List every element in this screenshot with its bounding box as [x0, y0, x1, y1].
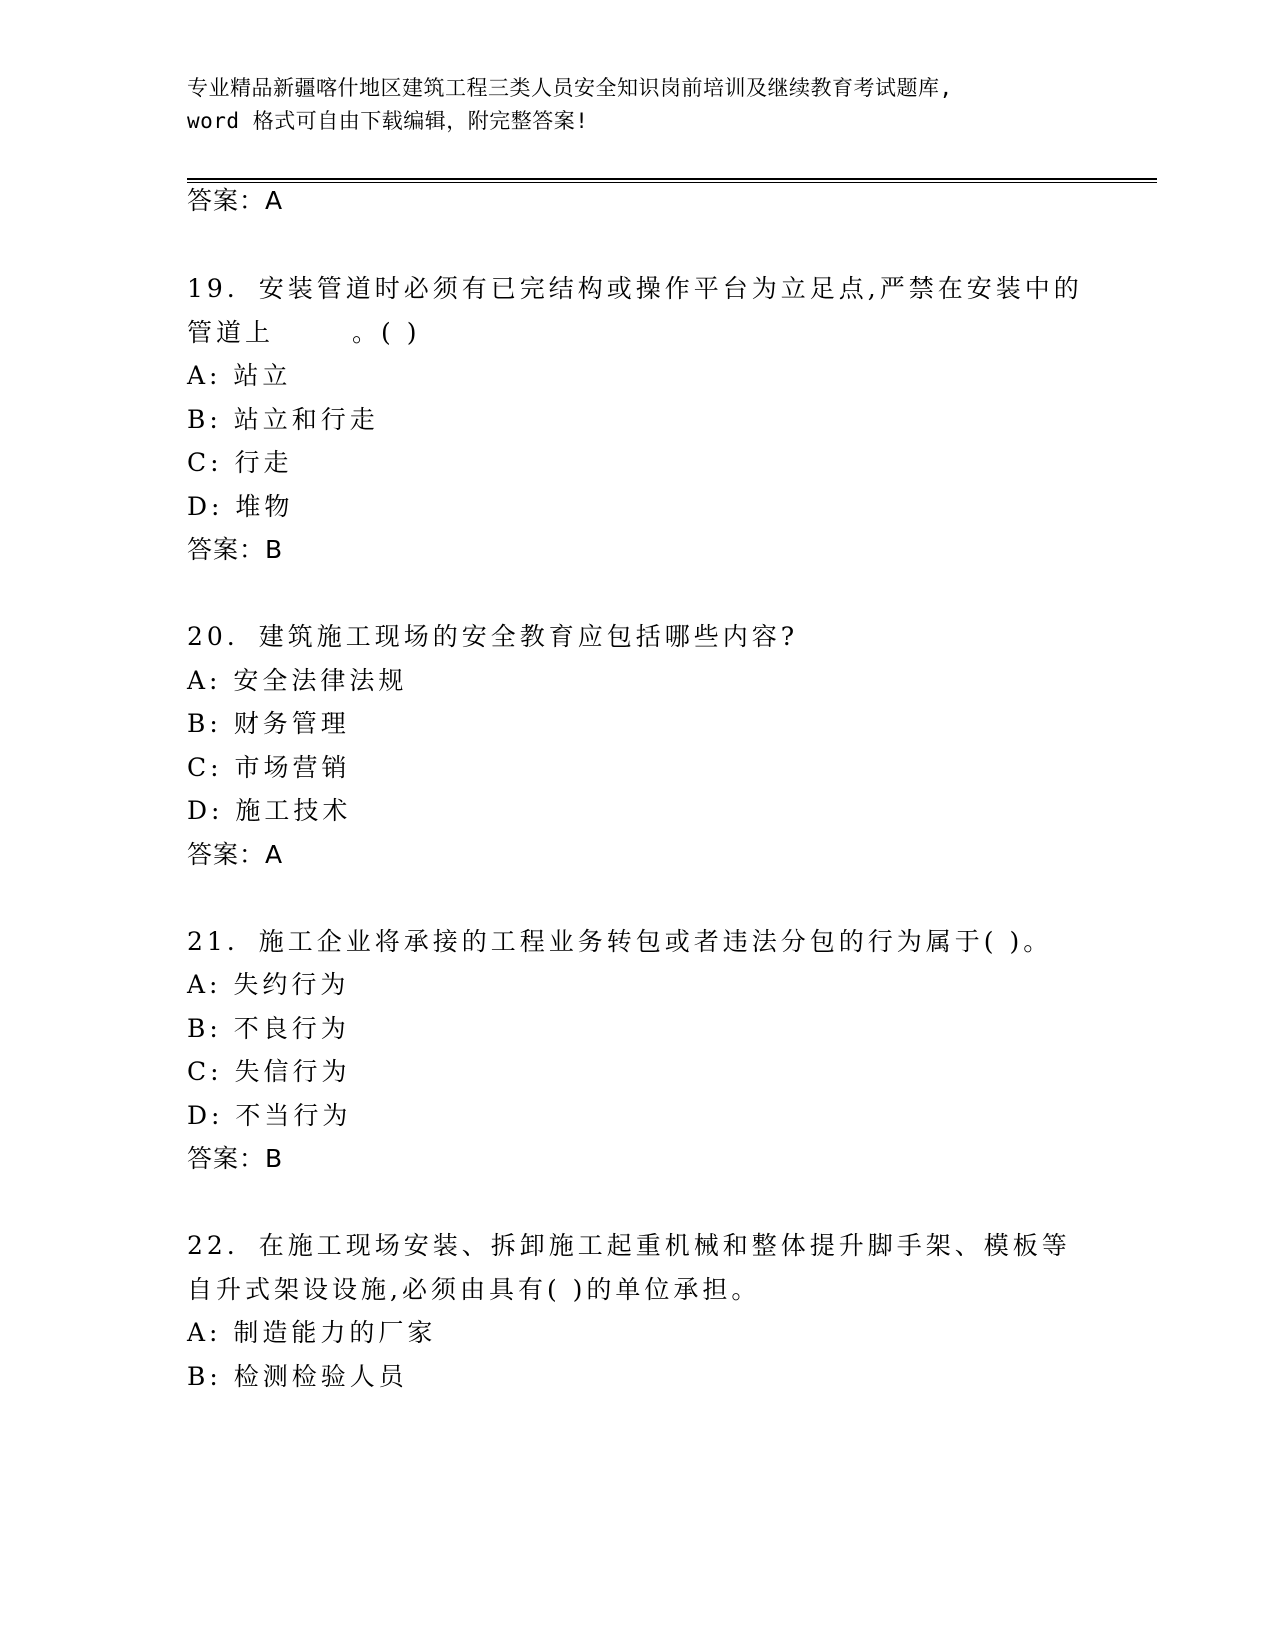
header-divider	[187, 178, 1157, 183]
question-19-answer: 答案：B	[187, 535, 284, 564]
header-title-line-2: word 格式可自由下载编辑，附完整答案!	[187, 109, 589, 133]
question-20-option-a: A: 安全法律法规	[187, 666, 408, 695]
question-20-option-c: C: 市场营销	[187, 753, 351, 782]
question-21-answer: 答案：B	[187, 1144, 284, 1173]
document-page	[187, 0, 1157, 1650]
question-19-paren: 。( )	[352, 318, 421, 347]
question-22-option-b: B: 检测检验人员	[187, 1362, 408, 1391]
question-21-text: 施工企业将承接的工程业务转包或者违法分包的行为属于( )。	[258, 927, 1053, 956]
question-19-text-cont: 管道上	[187, 318, 275, 347]
question-19-number: 19.	[187, 274, 239, 303]
question-21-stem	[187, 927, 1052, 957]
question-20-stem	[187, 622, 798, 652]
question-21-option-b: B: 不良行为	[187, 1014, 350, 1043]
question-22-stem-line-2: 自升式架设设施,必须由具有( )的单位承担。	[187, 1275, 761, 1304]
question-20-text: 建筑施工现场的安全教育应包括哪些内容?	[258, 622, 799, 651]
question-19-option-b: B: 站立和行走	[187, 405, 379, 434]
question-22-number: 22.	[187, 1231, 239, 1260]
question-19-stem-line-2	[187, 318, 420, 348]
question-20-option-d: D: 施工技术	[187, 796, 352, 825]
question-20-option-b: B: 财务管理	[187, 709, 350, 738]
page-header	[187, 72, 1127, 138]
question-21-option-d: D: 不当行为	[187, 1101, 352, 1130]
question-19-option-c: C: 行走	[187, 448, 293, 477]
question-19-option-d: D: 堆物	[187, 492, 294, 521]
header-title-line-1: 专业精品新疆喀什地区建筑工程三类人员安全知识岗前培训及继续教育考试题库,	[187, 76, 953, 100]
question-21-number: 21.	[187, 927, 239, 956]
answer-previous: 答案：A	[187, 186, 284, 215]
question-21-option-c: C: 失信行为	[187, 1057, 351, 1086]
question-20-number: 20.	[187, 622, 239, 651]
question-22-stem-line-1	[187, 1231, 1071, 1261]
question-19-stem-line-1	[187, 274, 1083, 304]
question-19-text: 安装管道时必须有已完结构或操作平台为立足点,严禁在安装中的	[258, 274, 1083, 303]
question-21-option-a: A: 失约行为	[187, 970, 350, 999]
question-20-answer: 答案：A	[187, 840, 284, 869]
question-19-option-a: A: 站立	[187, 361, 292, 390]
question-22-option-a: A: 制造能力的厂家	[187, 1318, 437, 1347]
question-22-text: 在施工现场安装、拆卸施工起重机械和整体提升脚手架、模板等	[258, 1231, 1071, 1260]
